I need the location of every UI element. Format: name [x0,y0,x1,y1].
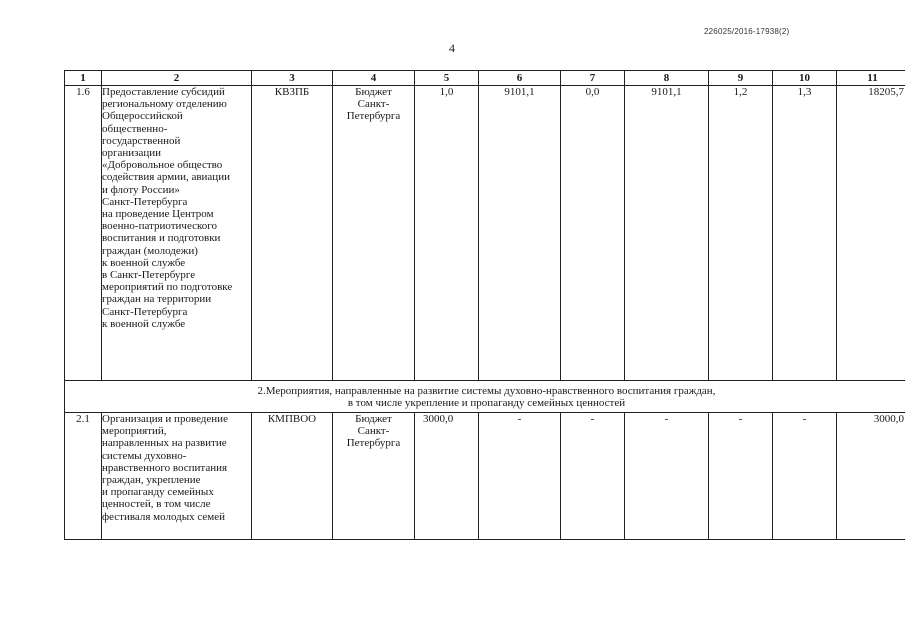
header-cell-7: 7 [561,71,625,86]
row-funding-source: Бюджет Санкт- Петербурга [333,413,415,540]
table-row [65,86,905,381]
row-value-col8: - [625,413,709,540]
row-description: Предоставление субсидий региональному отделению Общероссийской общественно- государственной организации «Добровольное общество содействия армии, авиации и флоту России» Санкт-Петербурга на проведение Центром военно-патриотического воспитания и подготовки граждан (молодежи) к военной службе в Санкт-Петербурге мероприятий по подготовке граждан на территории Санкт-Петербурга к военной службе [102,86,252,381]
section-heading-line1: 2.Мероприятия, направленные на развитие системы духовно-нравственного воспитания граждан, [257,385,716,397]
row-value-col8: 9101,1 [625,86,709,381]
row-value-col11: 3000,0 [837,413,905,540]
header-cell-9: 9 [709,71,773,86]
row-value-col6: 9101,1 [479,86,561,381]
header-cell-3: 3 [252,71,333,86]
row-value-col5: 3000,0 [415,413,479,540]
row-executor: КМПВОО [252,413,333,540]
page-number: 4 [449,41,455,55]
row-value-col9: 1,2 [709,86,773,381]
header-cell-2: 2 [102,71,252,86]
row-description: Организация и проведение мероприятий, направленных на развитие системы духовно- нравственного воспитания граждан, укрепление и пропаганду семейных ценностей, в том числе фестиваля молодых семей [102,413,252,540]
section-heading-row [65,381,905,413]
row-value-col7: - [561,413,625,540]
row-value-col6: - [479,413,561,540]
table-row [65,413,905,540]
row-value-col5: 1,0 [415,86,479,381]
header-cell-1: 1 [65,71,102,86]
row-funding-source: Бюджет Санкт- Петербурга [333,86,415,381]
header-cell-10: 10 [773,71,837,86]
row-value-col7: 0,0 [561,86,625,381]
row-executor: КВЗПБ [252,86,333,381]
row-value-col10: - [773,413,837,540]
row-value-col11: 18205,7 [837,86,905,381]
header-cell-8: 8 [625,71,709,86]
section-heading-line2: в том числе укрепление и пропаганду семейных ценностей [347,397,626,409]
document-id: 226025/2016-17938(2) [704,27,790,36]
header-cell-5: 5 [415,71,479,86]
header-row [65,71,905,86]
header-cell-11: 11 [837,71,905,86]
plan-table [64,70,905,540]
section-heading [65,381,905,413]
row-number: 1.6 [65,86,102,381]
header-cell-6: 6 [479,71,561,86]
header-cell-4: 4 [333,71,415,86]
row-value-col10: 1,3 [773,86,837,381]
row-value-col9: - [709,413,773,540]
row-number: 2.1 [65,413,102,540]
